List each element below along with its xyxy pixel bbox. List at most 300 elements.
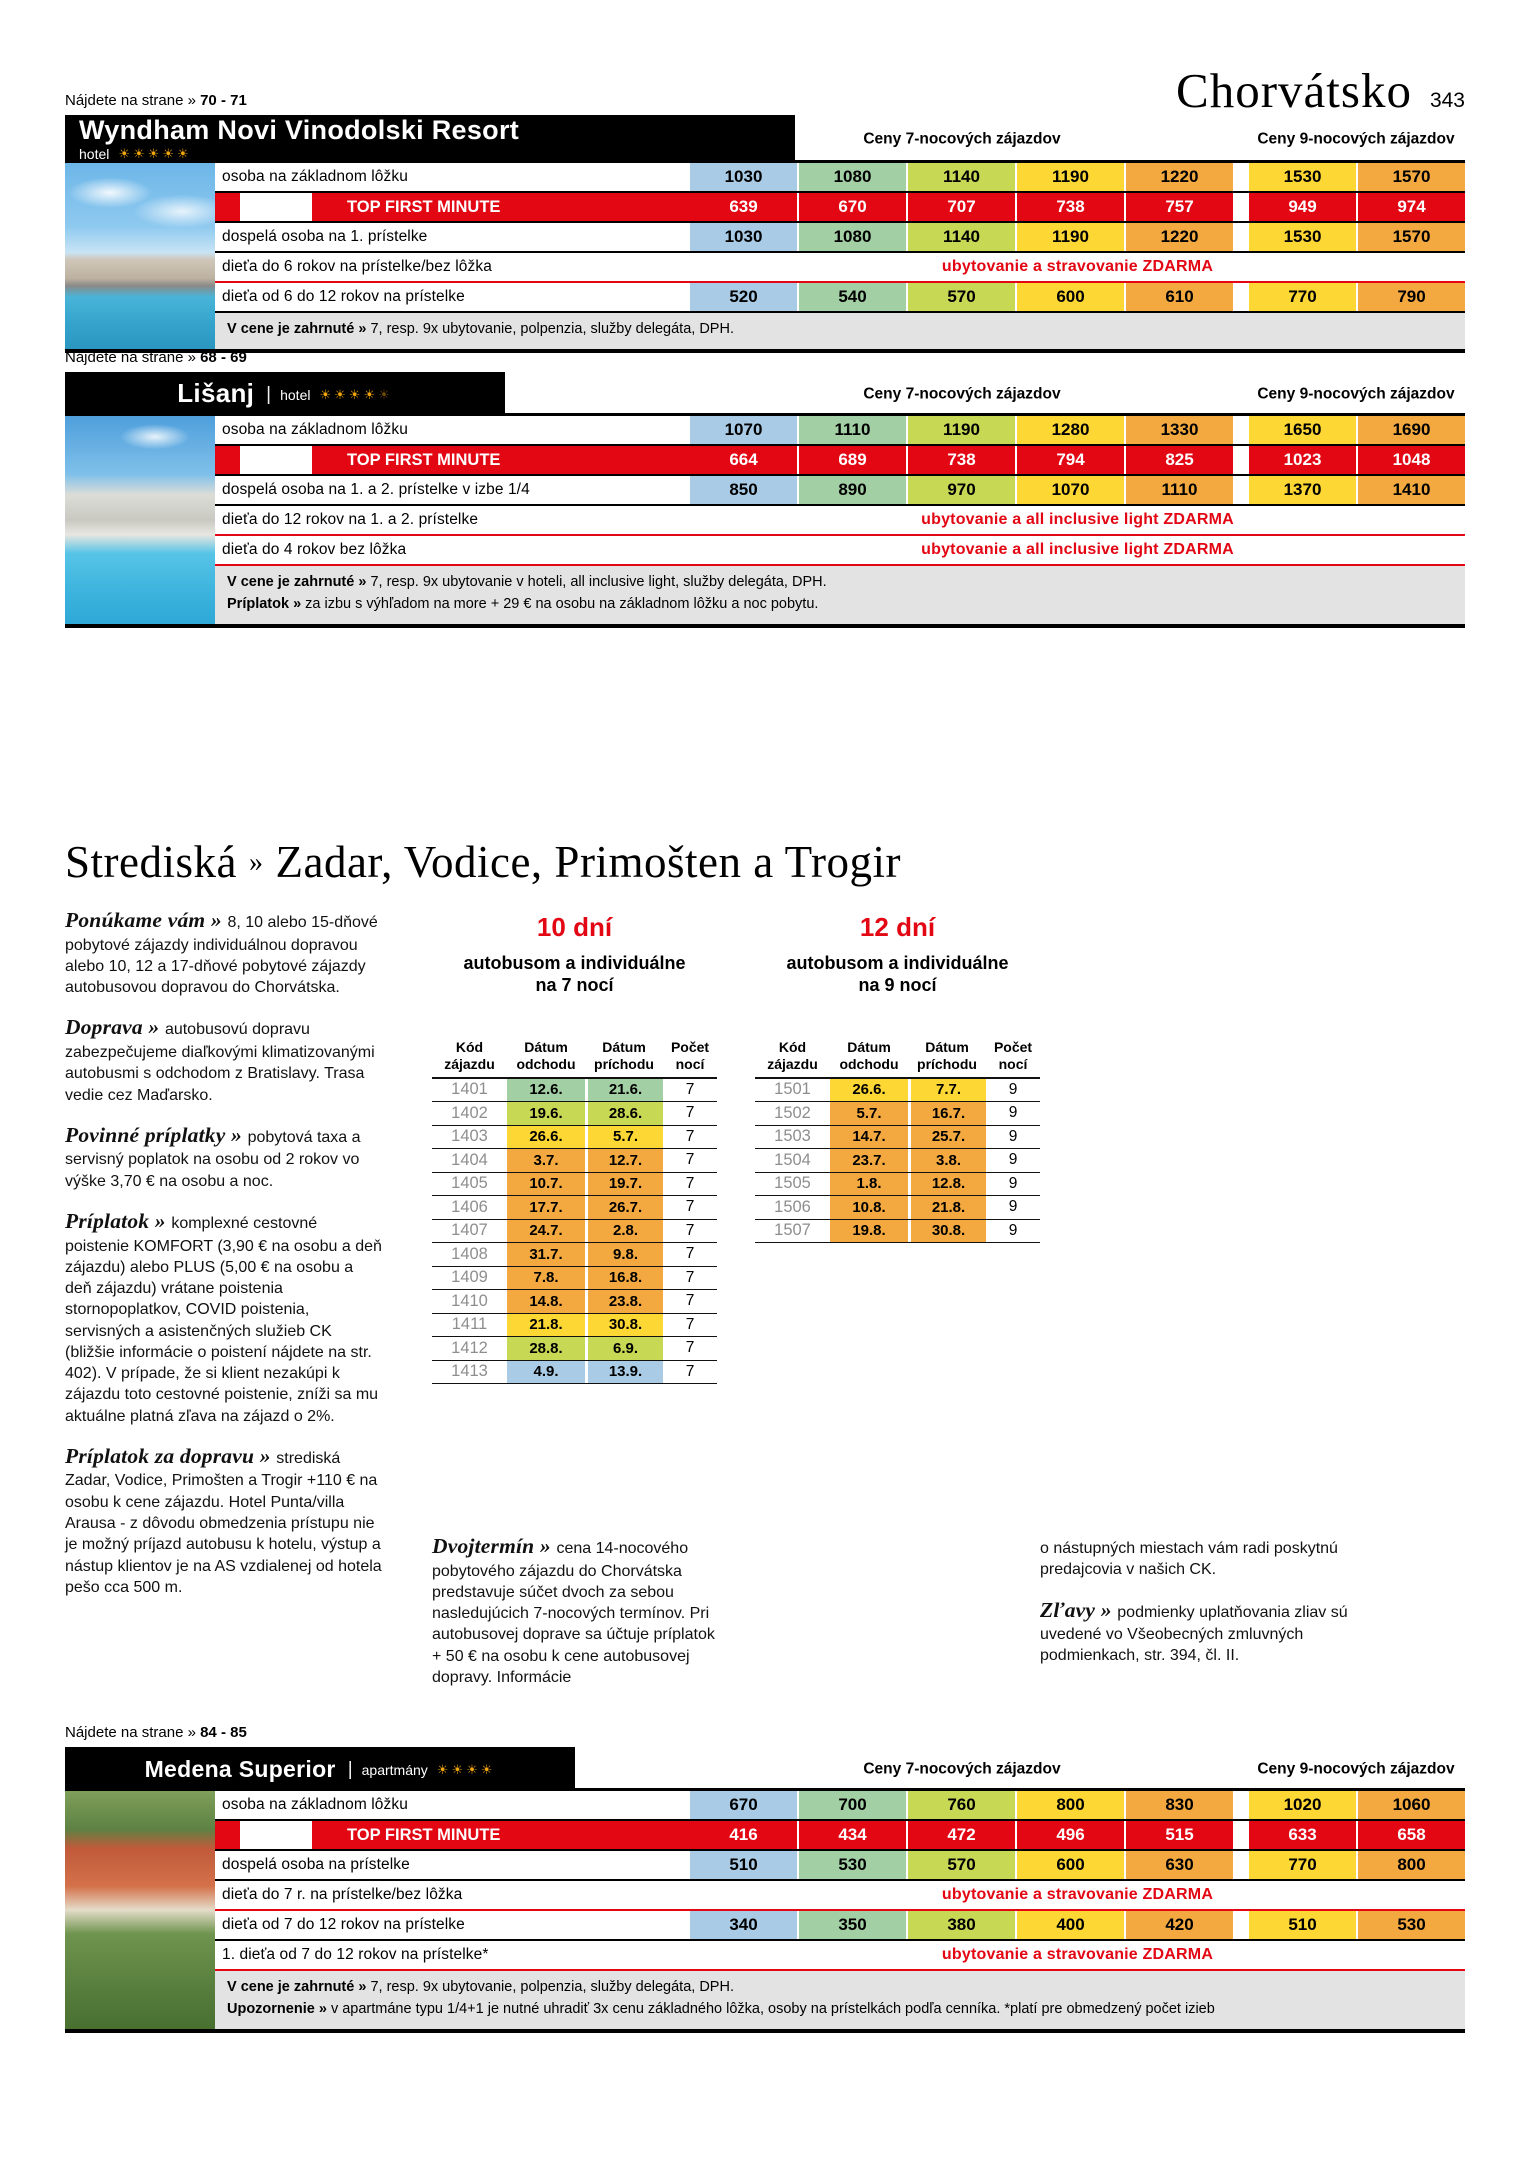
- price-value: 1110: [1124, 476, 1233, 504]
- price-value: 970: [906, 476, 1015, 504]
- tour-code: 1403: [451, 1127, 488, 1146]
- price-value: 510: [1247, 1911, 1356, 1939]
- arrival-date: 19.7.: [585, 1173, 663, 1196]
- paragraph-text: o nástupných miestach vám radi poskytnú predajcovia v našich CK.: [1040, 1540, 1338, 1579]
- price-value: 633: [1247, 1821, 1356, 1849]
- column-header: Počet nocí: [993, 1038, 1033, 1072]
- price-header-9-nights: Ceny 9-nocových zájazdov: [1257, 385, 1455, 403]
- departure-rows: [755, 1077, 1040, 1244]
- price-cells: [690, 416, 1465, 444]
- departure-date: 12.6.: [507, 1079, 585, 1102]
- group-gap: [1233, 163, 1247, 191]
- sun-icon: ☀: [118, 145, 134, 161]
- top-first-minute-text: TOP FIRST MINUTE: [347, 1825, 501, 1844]
- row-label: dieťa do 12 rokov na 1. a 2. prístelke: [222, 511, 479, 528]
- hotel-block-wyndham: [65, 92, 1465, 353]
- price-value: 1060: [1356, 1791, 1465, 1819]
- price-row: [215, 446, 1465, 476]
- price-cells: [690, 476, 1465, 504]
- group-gap: [1233, 446, 1247, 474]
- arrival-date: 30.8.: [908, 1220, 986, 1243]
- departure-row: [432, 1243, 717, 1267]
- price-row: [215, 283, 1465, 313]
- price-value: 670: [690, 1791, 797, 1819]
- price-value: 1190: [1015, 163, 1124, 191]
- nights-count: 7: [685, 1151, 695, 1169]
- arrival-date: 21.8.: [908, 1196, 986, 1219]
- hotel-block-medena: [65, 1724, 1465, 2033]
- tour-code: 1402: [451, 1103, 488, 1122]
- price-cells: [690, 446, 1465, 474]
- price-value: 790: [1356, 283, 1465, 311]
- included-notes: [215, 1971, 1465, 2029]
- hotel-name: Medena Superior: [144, 1755, 336, 1782]
- price-value: 700: [797, 1791, 906, 1819]
- price-row: [215, 1851, 1465, 1881]
- price-value: 1140: [906, 223, 1015, 251]
- sun-icon: ☀: [147, 145, 163, 161]
- price-value: 1570: [1356, 163, 1465, 191]
- departure-row: [432, 1337, 717, 1361]
- departure-date: 17.7.: [507, 1196, 585, 1219]
- departure-row: [755, 1079, 1040, 1103]
- arrival-date: 28.6.: [585, 1102, 663, 1125]
- middle-text-column: [432, 1532, 726, 1703]
- price-value: 658: [1356, 1821, 1465, 1849]
- price-value: 1080: [797, 223, 906, 251]
- hotel-title-bar: [65, 1747, 575, 1791]
- hotel-header-row: [65, 115, 1465, 163]
- hotel-category-line: [348, 1759, 496, 1781]
- departure-date: 19.8.: [830, 1220, 908, 1243]
- nights-count: 9: [1008, 1174, 1018, 1192]
- free-stay-message: ubytovanie a all inclusive light ZDARMA: [921, 511, 1234, 528]
- group-gap: [1233, 193, 1247, 221]
- price-value: 738: [1015, 193, 1124, 221]
- departure-date: 21.8.: [507, 1314, 585, 1337]
- row-label: dospelá osoba na 1. a 2. prístelke v izbe 1/4: [222, 481, 530, 498]
- sun-rating-icons: [319, 387, 392, 403]
- row-label: osoba na základnom lôžku: [222, 168, 408, 185]
- price-row: [215, 536, 1465, 566]
- price-value: 1080: [797, 163, 906, 191]
- price-value: 400: [1015, 1911, 1124, 1939]
- departure-row: [432, 1196, 717, 1220]
- row-label: dieťa do 4 rokov bez lôžka: [222, 541, 407, 558]
- departure-row: [432, 1149, 717, 1173]
- group-gap: [1233, 283, 1247, 311]
- paragraph: [65, 1207, 382, 1427]
- price-value: 974: [1356, 193, 1465, 221]
- find-on-page-label: Nájdete na strane »: [65, 92, 201, 109]
- price-value: 416: [690, 1821, 797, 1849]
- departure-row: [432, 1267, 717, 1291]
- note-line: [227, 319, 1453, 341]
- departure-row: [432, 1126, 717, 1150]
- nights-count: 9: [1008, 1151, 1018, 1169]
- price-value: 380: [906, 1911, 1015, 1939]
- price-rows: [215, 416, 1465, 566]
- paragraph-text: podmienky uplatňovania zliav sú uvedené vo Všeobecných zmluvných podmienkach, str. 394, čl. II.: [1040, 1603, 1348, 1665]
- row-label: osoba na základnom lôžku: [222, 1796, 408, 1813]
- departure-subtitle-nights: na 7 nocí: [535, 974, 614, 995]
- price-value: 738: [906, 446, 1015, 474]
- note-text: za izbu s výhľadom na more + 29 € na osobu na základnom lôžku a noc pobytu.: [305, 595, 819, 612]
- tour-code: 1404: [451, 1150, 488, 1169]
- section-heading-main: Strediská: [65, 837, 237, 887]
- price-value: 1070: [690, 416, 797, 444]
- nights-count: 7: [685, 1127, 695, 1145]
- group-gap: [1233, 223, 1247, 251]
- arrival-date: 25.7.: [908, 1126, 986, 1149]
- price-header-7-nights: Ceny 7-nocových zájazdov: [863, 130, 1061, 148]
- departure-subtitle-nights: na 9 nocí: [858, 974, 937, 995]
- price-header-9-nights: Ceny 9-nocových zájazdov: [1257, 1760, 1455, 1778]
- paragraph-lead: Zľavy »: [1040, 1597, 1118, 1622]
- departure-rows: [432, 1077, 717, 1385]
- arrival-date: 12.8.: [908, 1173, 986, 1196]
- hotel-title-bar: [65, 115, 795, 163]
- price-row: [215, 1821, 1465, 1851]
- price-value: 1570: [1356, 223, 1465, 251]
- sun-icon: ☀: [334, 386, 349, 402]
- price-value: 1190: [906, 416, 1015, 444]
- note-text: v apartmáne typu 1/4+1 je nutné uhradiť 3x cenu základného lôžka, osoby na prístelkách podľa cenníka. *platí pre obmedzený počet izieb: [330, 2000, 1215, 2017]
- paragraph: [65, 906, 382, 998]
- note-lead: V cene je zahrnuté »: [227, 574, 371, 590]
- price-cells: [690, 1911, 1465, 1939]
- sun-rating-icons: [437, 1762, 496, 1778]
- price-value: 530: [1356, 1911, 1465, 1939]
- departure-row: [432, 1220, 717, 1244]
- arrival-date: 2.8.: [585, 1220, 663, 1243]
- price-value: 340: [690, 1911, 797, 1939]
- paragraph: [1040, 1596, 1392, 1667]
- row-label: dieťa od 7 do 12 rokov na prístelke: [222, 1916, 465, 1933]
- paragraph-lead: Dvojtermín »: [432, 1534, 557, 1558]
- sun-icon: ☀: [466, 1761, 481, 1777]
- price-value: 1140: [906, 163, 1015, 191]
- paragraph-text: cena 14-nocového pobytového zájazdu do Chorvátska predstavuje súčet dvoch za sebou nasledujúcich 7-nocových termínov. Pri autobusovej doprave sa účtuje príplatok + 50 € na osobu k cene autobusovej dopravy. Informácie: [432, 1540, 715, 1686]
- price-value: 1023: [1247, 446, 1356, 474]
- top-first-minute-label: [215, 446, 690, 474]
- row-label: dospelá osoba na 1. prístelke: [222, 228, 428, 245]
- price-row: [215, 506, 1465, 536]
- paragraph-text: autobusovú dopravu zabezpečujeme diaľkovými klimatizovanými autobusmi s odchodom z Bratislavy. Trasa vedie cez Maďarsko.: [65, 1021, 375, 1104]
- departure-date: 5.7.: [830, 1102, 908, 1125]
- price-row: [215, 1941, 1465, 1971]
- row-label: osoba na základnom lôžku: [222, 421, 408, 438]
- price-value: 420: [1124, 1911, 1233, 1939]
- included-notes: [215, 313, 1465, 349]
- price-row: [215, 1791, 1465, 1821]
- departure-date: 31.7.: [507, 1243, 585, 1266]
- nights-count: 7: [685, 1104, 695, 1122]
- nights-count: 7: [685, 1221, 695, 1239]
- price-header-7-nights: Ceny 7-nocových zájazdov: [863, 1760, 1061, 1778]
- nights-count: 7: [685, 1292, 695, 1310]
- nights-count: 7: [685, 1315, 695, 1333]
- nights-count: 9: [1008, 1104, 1018, 1122]
- half-sun-icon: ☀: [378, 386, 393, 402]
- note-lead: Príplatok »: [227, 595, 306, 612]
- price-cells: [690, 1851, 1465, 1879]
- paragraph-text: pobytová taxa a servisný poplatok na osobu od 2 rokov vo výške 3,70 € na osobu a noc.: [65, 1128, 361, 1190]
- departure-date: 26.6.: [830, 1079, 908, 1102]
- price-value: 610: [1124, 283, 1233, 311]
- price-row: [215, 1881, 1465, 1911]
- find-on-page: [65, 349, 1465, 366]
- free-stay-message: ubytovanie a stravovanie ZDARMA: [941, 1886, 1214, 1903]
- departure-date: 14.7.: [830, 1126, 908, 1149]
- row-label: dospelá osoba na prístelke: [222, 1856, 410, 1873]
- row-label: 1. dieťa od 7 do 12 rokov na prístelke*: [222, 1946, 489, 1963]
- free-stay-message: ubytovanie a stravovanie ZDARMA: [941, 1946, 1214, 1963]
- price-value: 540: [797, 283, 906, 311]
- hotel-photo: [65, 416, 215, 624]
- price-value: 600: [1015, 283, 1124, 311]
- departure-column-headers: [755, 1039, 1040, 1077]
- price-value: 770: [1247, 1851, 1356, 1879]
- price-value: 510: [690, 1851, 797, 1879]
- row-label: dieťa od 6 do 12 rokov na prístelke: [222, 288, 465, 305]
- note-line: [227, 1999, 1453, 2021]
- tour-code: 1506: [774, 1197, 811, 1216]
- nights-count: 9: [1008, 1221, 1018, 1239]
- free-stay-message: ubytovanie a stravovanie ZDARMA: [941, 258, 1214, 275]
- price-value: 1530: [1247, 223, 1356, 251]
- sun-icon: ☀: [162, 145, 177, 161]
- departure-row: [755, 1102, 1040, 1126]
- paragraph-lead: Príplatok »: [65, 1208, 172, 1233]
- tour-code: 1501: [774, 1080, 811, 1099]
- separator-pipe: |: [347, 1758, 353, 1780]
- page-number: 343: [1429, 89, 1465, 112]
- paragraph-lead: Doprava »: [65, 1015, 165, 1040]
- price-value: 1530: [1247, 163, 1356, 191]
- note-lead: V cene je zahrnuté »: [227, 321, 371, 337]
- price-value: 1030: [690, 163, 797, 191]
- region-title: Chorvátsko: [1176, 63, 1412, 118]
- price-value: 830: [1124, 1791, 1233, 1819]
- hotel-photo: [65, 163, 215, 349]
- departure-subtitle: autobusom a individuálne: [786, 953, 1009, 973]
- price-value: 1280: [1015, 416, 1124, 444]
- find-on-page-label: Nájdete na strane »: [65, 349, 201, 366]
- arrival-date: 3.8.: [908, 1149, 986, 1172]
- find-on-page: [65, 92, 1465, 109]
- departure-subtitle: autobusom a individuálne: [463, 953, 686, 973]
- hotel-category: hotel: [79, 145, 110, 162]
- nights-count: 7: [685, 1268, 695, 1286]
- tour-code: 1407: [451, 1221, 488, 1240]
- arrival-date: 26.7.: [585, 1196, 663, 1219]
- paragraph-lead: Povinné príplatky »: [65, 1122, 248, 1147]
- column-header: Počet nocí: [670, 1038, 710, 1072]
- price-value: 949: [1247, 193, 1356, 221]
- departure-date: 7.8.: [507, 1267, 585, 1290]
- price-value: 1690: [1356, 416, 1465, 444]
- price-table: [65, 163, 1465, 353]
- nights-count: 7: [685, 1080, 695, 1098]
- note-text: 7, resp. 9x ubytovanie, polpenzia, služby delegáta, DPH.: [370, 321, 734, 337]
- price-value: 472: [906, 1821, 1015, 1849]
- hotel-name: Wyndham Novi Vinodolski Resort: [79, 115, 520, 146]
- price-row: [215, 223, 1465, 253]
- price-row: [215, 476, 1465, 506]
- find-on-page-numbers: 70 - 71: [200, 92, 247, 109]
- separator-pipe: |: [266, 383, 272, 405]
- label-notch: [240, 446, 312, 474]
- column-header: Kód zájazdu: [444, 1038, 495, 1072]
- right-text-column: [1040, 1538, 1392, 1682]
- section-heading-separator: »: [248, 847, 264, 878]
- left-text-column: [65, 906, 382, 1613]
- departure-date: 1.8.: [830, 1173, 908, 1196]
- departure-row: [432, 1173, 717, 1197]
- paragraph-text: komplexné cestovné poistenie KOMFORT (3,90 € na osobu a deň zájazdu) alebo PLUS (5,00 € na osobu a deň zájazdu) vrátane poistenia stornopoplatkov, COVID poistenia, servisných a asistenčných služieb CK (bližšie informácie o poistení nájdete na str. 402). V prípade, že si klient nezakúpi k zájazdu toto cestovné poistenie, zníži sa mu aktuálne platná zľava na zájazd o 2%.: [65, 1214, 382, 1425]
- price-cells: [690, 1791, 1465, 1819]
- nights-count: 7: [685, 1339, 695, 1357]
- departure-row: [432, 1079, 717, 1103]
- sun-icon: ☀: [480, 1761, 496, 1777]
- price-row: [215, 1911, 1465, 1941]
- price-rows: [215, 163, 1465, 313]
- top-first-minute-label: [215, 1821, 690, 1849]
- departure-date: 24.7.: [507, 1220, 585, 1243]
- hotel-block-lisanj: [65, 349, 1465, 628]
- price-table: [65, 1791, 1465, 2033]
- tour-code: 1413: [451, 1362, 488, 1381]
- departure-date: 10.8.: [830, 1196, 908, 1219]
- price-value: 496: [1015, 1821, 1124, 1849]
- departure-date: 26.6.: [507, 1126, 585, 1149]
- departure-row: [755, 1173, 1040, 1197]
- departure-row: [755, 1220, 1040, 1244]
- find-on-page: [65, 1724, 1465, 1741]
- note-text: 7, resp. 9x ubytovanie, polpenzia, služby delegáta, DPH.: [370, 1979, 734, 1995]
- price-value: 1030: [690, 223, 797, 251]
- departure-date: 3.7.: [507, 1149, 585, 1172]
- sun-icon: ☀: [363, 386, 379, 402]
- note-text: 7, resp. 9x ubytovanie v hoteli, all inclusive light, služby delegáta, DPH.: [370, 574, 827, 590]
- arrival-date: 7.7.: [908, 1079, 986, 1102]
- hotel-header-row: [65, 372, 1465, 416]
- tour-code: 1503: [774, 1127, 811, 1146]
- price-value: 434: [797, 1821, 906, 1849]
- paragraph: [432, 1532, 726, 1688]
- arrival-date: 13.9.: [585, 1361, 663, 1384]
- free-stay-message: ubytovanie a all inclusive light ZDARMA: [921, 541, 1234, 558]
- price-value: 530: [797, 1851, 906, 1879]
- price-value: 570: [906, 283, 1015, 311]
- price-value: 760: [906, 1791, 1015, 1819]
- note-lead: Upozornenie »: [227, 2000, 331, 2017]
- price-value: 707: [906, 193, 1015, 221]
- arrival-date: 6.9.: [585, 1337, 663, 1360]
- included-notes: [215, 566, 1465, 624]
- price-value: 1220: [1124, 223, 1233, 251]
- price-cells: [690, 1821, 1465, 1849]
- price-value: 800: [1015, 1791, 1124, 1819]
- find-on-page-numbers: 84 - 85: [200, 1724, 247, 1741]
- arrival-date: 30.8.: [585, 1314, 663, 1337]
- group-gap: [1233, 476, 1247, 504]
- tour-code: 1408: [451, 1244, 488, 1263]
- arrival-date: 23.8.: [585, 1290, 663, 1313]
- departure-row: [755, 1126, 1040, 1150]
- column-header: Dátum odchodu: [516, 1038, 576, 1072]
- hotel-category-line: [266, 384, 393, 406]
- price-value: 689: [797, 446, 906, 474]
- price-value: 1048: [1356, 446, 1465, 474]
- price-value: 570: [906, 1851, 1015, 1879]
- departure-row: [432, 1290, 717, 1314]
- nights-count: 9: [1008, 1198, 1018, 1216]
- paragraph: [65, 1442, 382, 1598]
- paragraph: [1040, 1538, 1392, 1581]
- sun-icon: ☀: [176, 145, 192, 161]
- sun-rating-icons: [118, 146, 191, 162]
- price-value: 1650: [1247, 416, 1356, 444]
- departure-title: 10 dní: [536, 912, 613, 942]
- tour-code: 1411: [451, 1315, 488, 1334]
- sun-icon: ☀: [348, 386, 364, 402]
- price-value: 1020: [1247, 1791, 1356, 1819]
- price-value: 794: [1015, 446, 1124, 474]
- row-label: dieťa do 6 rokov na prístelke/bez lôžka: [222, 258, 492, 275]
- departures-table-12-days: [755, 912, 1040, 1243]
- tour-code: 1507: [774, 1221, 811, 1240]
- departure-row: [755, 1149, 1040, 1173]
- find-on-page-label: Nájdete na strane »: [65, 1724, 201, 1741]
- tour-code: 1502: [774, 1103, 811, 1122]
- group-gap: [1233, 1791, 1247, 1819]
- price-value: 630: [1124, 1851, 1233, 1879]
- tour-code: 1406: [451, 1197, 488, 1216]
- departure-date: 4.9.: [507, 1361, 585, 1384]
- price-value: 1370: [1247, 476, 1356, 504]
- price-value: 1070: [1015, 476, 1124, 504]
- tour-code: 1409: [451, 1268, 488, 1287]
- group-gap: [1233, 1821, 1247, 1849]
- price-value: 1330: [1124, 416, 1233, 444]
- arrival-date: 9.8.: [585, 1243, 663, 1266]
- tour-code: 1401: [451, 1080, 488, 1099]
- section-heading-resorts: Zadar, Vodice, Primošten a Trogir: [275, 837, 901, 887]
- price-header-7-nights: Ceny 7-nocových zájazdov: [863, 385, 1061, 403]
- price-value: 600: [1015, 1851, 1124, 1879]
- tour-code: 1405: [451, 1174, 488, 1193]
- nights-count: 7: [685, 1245, 695, 1263]
- departure-date: 14.8.: [507, 1290, 585, 1313]
- price-row: [215, 253, 1465, 283]
- price-value: 890: [797, 476, 906, 504]
- hotel-photo: [65, 1791, 215, 2029]
- row-label: dieťa do 7 r. na prístelke/bez lôžka: [222, 1886, 463, 1903]
- price-value: 1410: [1356, 476, 1465, 504]
- arrival-date: 21.6.: [585, 1079, 663, 1102]
- price-value: 664: [690, 446, 797, 474]
- departure-date: 28.8.: [507, 1337, 585, 1360]
- price-value: 350: [797, 1911, 906, 1939]
- section-heading: [65, 836, 901, 888]
- paragraph-text: 8, 10 alebo 15-dňové pobytové zájazdy individuálnou dopravou alebo 10, 12 a 17-dňové pobytové zájazdy autobusovou dopravou do Chorvátska.: [65, 914, 378, 997]
- note-line: [227, 1977, 1453, 1999]
- nights-count: 9: [1008, 1127, 1018, 1145]
- group-gap: [1233, 416, 1247, 444]
- sun-icon: ☀: [319, 386, 335, 402]
